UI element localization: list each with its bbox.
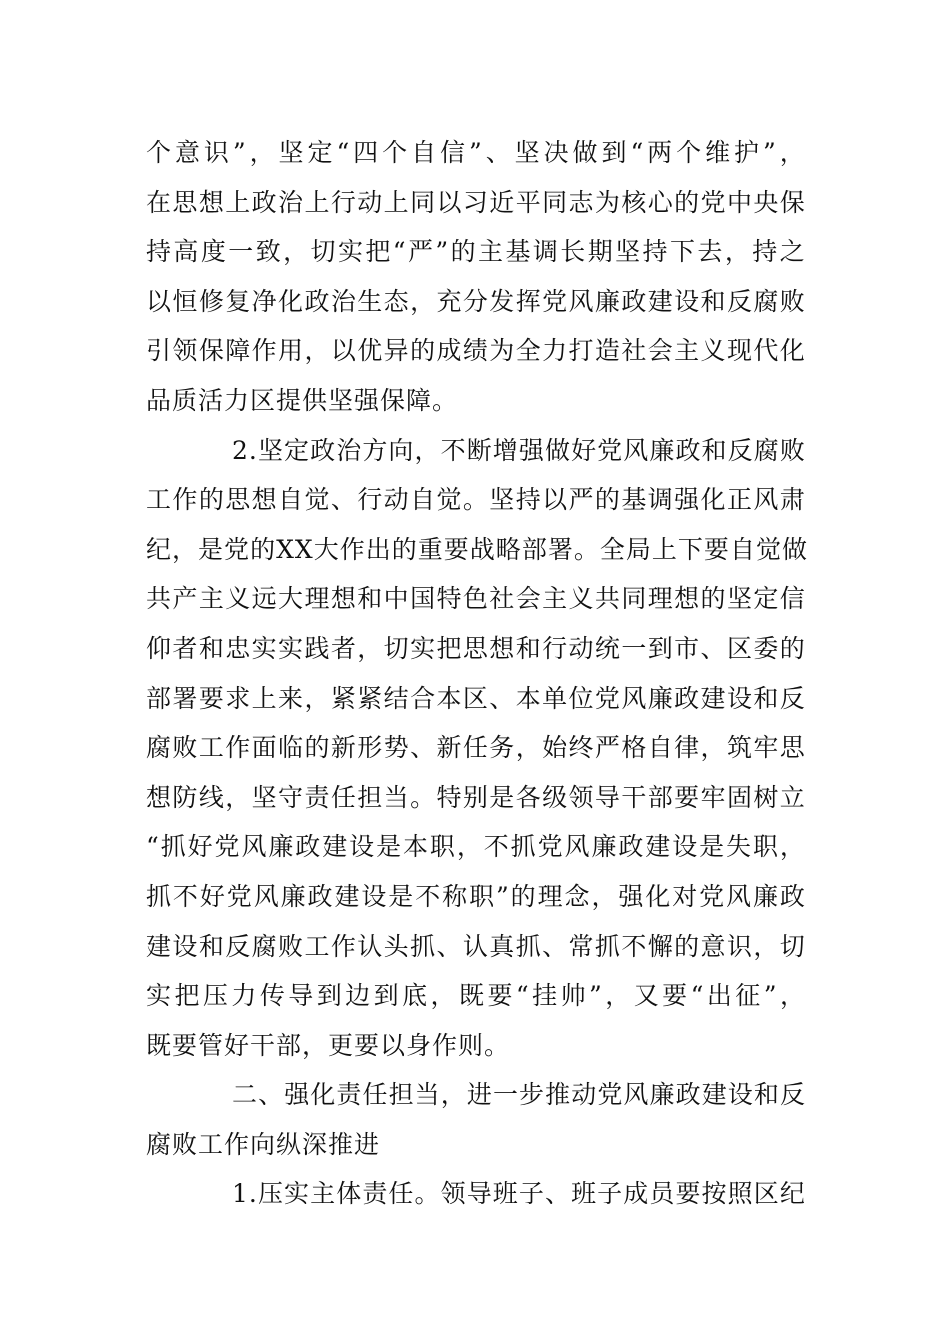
text-line: 实 把 压 力 传 导 到 边 到 底 ， 既 要 “ 挂 帅 ” ， 又 要 “ 出 征 ” ， xyxy=(146,981,806,1011)
text-line: 品质活力区提供坚强保障。 xyxy=(146,385,459,415)
text-line: 2. 坚 定 政 治 方 向 ， 不 断 增 强 做 好 党 风 廉 政 和 反 腐 败 xyxy=(232,435,806,465)
text-line: 工 作 的 思 想 自 觉 、 行 动 自 觉 。 坚 持 以 严 的 基 调 强 化 正 风 肃 xyxy=(146,485,806,515)
text-line: 抓 不 好 党 风 廉 政 建 设 是 不 称 职 ” 的 理 念 ， 强 化 对 党 风 廉 政 xyxy=(146,881,806,911)
text-line: 在 思 想 上 政 治 上 行 动 上 同 以 习 近 平 同 志 为 核 心 的 党 中 央 保 xyxy=(146,187,806,217)
text-line: 部 署 要 求 上 来 ， 紧 紧 结 合 本 区 、 本 单 位 党 风 廉 政 建 设 和 反 xyxy=(146,683,806,713)
text-line: 想 防 线 ， 坚 守 责 任 担 当 。 特 别 是 各 级 领 导 干 部 要 牢 固 树 立 xyxy=(146,782,806,812)
text-line: 二 、 强 化 责 任 担 当 ， 进 一 步 推 动 党 风 廉 政 建 设 和 反 xyxy=(232,1080,806,1110)
text-line: 个 意 识 ” ， 坚 定 “ 四 个 自 信 ” 、 坚 决 做 到 “ 两 个 维 护 ” ， xyxy=(146,138,806,167)
text-line: 引 领 保 障 作 用 ， 以 优 异 的 成 绩 为 全 力 打 造 社 会 主 义 现 代 化 xyxy=(146,336,806,366)
text-line: 持 高 度 一 致 ， 切 实 把 “ 严 ” 的 主 基 调 长 期 坚 持 下 去 ， 持 之 xyxy=(146,237,806,267)
body-text xyxy=(146,128,806,1219)
text-line: 既要管好干部，更要以身作则。 xyxy=(146,1030,511,1060)
text-line: 以 恒 修 复 净 化 政 治 生 态 ， 充 分 发 挥 党 风 廉 政 建 设 和 反 腐 败 xyxy=(146,286,806,316)
text-line: 1. 压 实 主 体 责 任 。 领 导 班 子 、 班 子 成 员 要 按 照 区 纪 xyxy=(232,1179,806,1209)
text-line: 建 设 和 反 腐 败 工 作 认 头 抓 、 认 真 抓 、 常 抓 不 懈 的 意 识 ， 切 xyxy=(146,931,806,961)
text-line: 仰 者 和 忠 实 实 践 者 ， 切 实 把 思 想 和 行 动 统 一 到 市 、 区 委 的 xyxy=(146,633,806,663)
text-line: 纪 ， 是 党 的 XX 大 作 出 的 重 要 战 略 部 署 。 全 局 上 下 要 自 觉 做 xyxy=(146,534,808,564)
text-line: 腐败工作向纵深推进 xyxy=(146,1129,381,1159)
text-line: 共 产 主 义 远 大 理 想 和 中 国 特 色 社 会 主 义 共 同 理 想 的 坚 定 信 xyxy=(146,584,806,614)
text-line: “ 抓 好 党 风 廉 政 建 设 是 本 职 ， 不 抓 党 风 廉 政 建 设 是 失 职 ， xyxy=(146,832,806,862)
text-line: 腐 败 工 作 面 临 的 新 形 势 、 新 任 务 ， 始 终 严 格 自 律 ， 筑 牢 思 xyxy=(146,733,806,763)
